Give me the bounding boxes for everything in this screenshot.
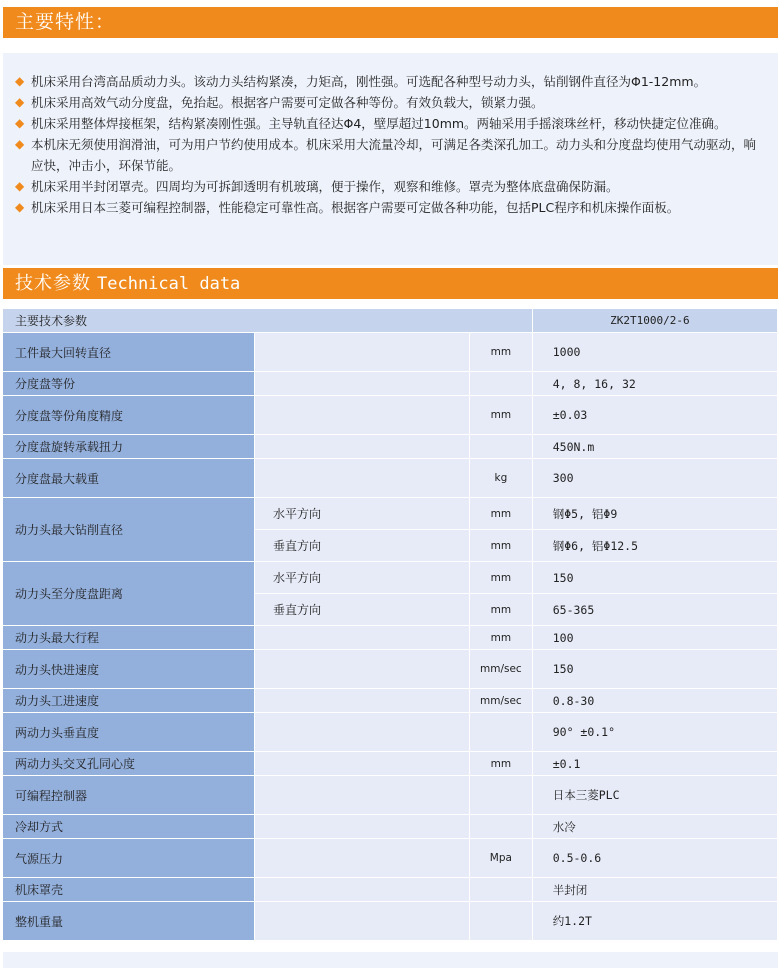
table-row: 机床罩壳 半封闭	[3, 878, 778, 902]
diamond-bullet-icon: ◆	[15, 116, 25, 130]
table-row: 动力头最大钻削直径 水平方向 mm 钢Φ5, 铝Φ9	[3, 498, 778, 530]
feature-item: ◆ 机床采用台湾高品质动力头。该动力头结构紧凑，力矩高，刚性强。可选配各种型号动力头，钻削钢件直径为Φ1-12mm。	[13, 71, 768, 92]
feature-item: ◆ 本机床无须使用润滑油，可为用户节约使用成本。机床采用大流量冷却，可满足各类深孔加工。动力头和分度盘均使用气动驱动，响应快，冲击小，环保节能。	[13, 134, 768, 176]
table-row: 分度盘旋转承载扭力 450N.m	[3, 435, 778, 459]
table-row: 两动力头垂直度 90° ±0.1°	[3, 713, 778, 752]
footer-strip	[3, 952, 778, 968]
table-row: 两动力头交叉孔同心度 mm ±0.1	[3, 752, 778, 776]
diamond-bullet-icon: ◆	[15, 137, 25, 151]
diamond-bullet-icon: ◆	[15, 179, 25, 193]
features-panel	[3, 53, 778, 265]
technical-data-title-en: Technical data	[97, 274, 241, 294]
technical-data-banner	[3, 268, 778, 299]
features-list	[13, 71, 768, 218]
feature-item: ◆ 机床采用高效气动分度盘，免抬起。根据客户需要可定做各种等份。有效负载大，锁紧力强。	[13, 92, 768, 113]
feature-item: ◆ 机床采用半封闭罩壳。四周均为可拆卸透明有机玻璃，便于操作，观察和维修。罩壳为整体底盘确保防漏。	[13, 176, 768, 197]
table-row: 整机重量 约1.2T	[3, 902, 778, 941]
table-row: 分度盘等份 4, 8, 16, 32	[3, 372, 778, 396]
table-row: 工件最大回转直径 mm 1000	[3, 333, 778, 372]
diamond-bullet-icon: ◆	[15, 200, 25, 214]
table-row: 气源压力 Mpa 0.5-0.6	[3, 839, 778, 878]
diamond-bullet-icon: ◆	[15, 95, 25, 109]
table-row: 动力头快进速度 mm/sec 150	[3, 650, 778, 689]
table-row: 可编程控制器 日本三菱PLC	[3, 776, 778, 815]
table-row: 垂直方向 mm 65-365	[3, 594, 778, 626]
table-row: 冷却方式 水冷	[3, 815, 778, 839]
table-row: 垂直方向 mm 钢Φ6, 铝Φ12.5	[3, 530, 778, 562]
specs-table	[3, 309, 778, 941]
table-row: 动力头最大行程 mm 100	[3, 626, 778, 650]
table-row: 分度盘等份角度精度 mm ±0.03	[3, 396, 778, 435]
features-section-title: 主要特性：	[15, 11, 116, 33]
feature-item: ◆ 机床采用日本三菱可编程控制器，性能稳定可靠性高。根据客户需要可定做各种功能，包括PLC程序和机床操作面板。	[13, 197, 768, 218]
technical-data-title-cn: 技术参数	[15, 273, 91, 294]
table-row: 动力头至分度盘距离 水平方向 mm 150	[3, 562, 778, 594]
table-header-row	[3, 309, 778, 333]
features-section-banner	[3, 7, 778, 38]
header-model-cell: ZK2T1000/2-6	[533, 309, 778, 333]
feature-item: ◆ 机床采用整体焊接框架，结构紧凑刚性强。主导轨直径达Φ4，壁厚超过10mm。两轴采用手摇滚珠丝杆，移动快捷定位准确。	[13, 113, 768, 134]
table-row: 动力头工进速度 mm/sec 0.8-30	[3, 689, 778, 713]
diamond-bullet-icon: ◆	[15, 74, 25, 88]
table-row: 分度盘最大载重 kg 300	[3, 459, 778, 498]
header-param-cell: 主要技术参数	[3, 309, 533, 333]
